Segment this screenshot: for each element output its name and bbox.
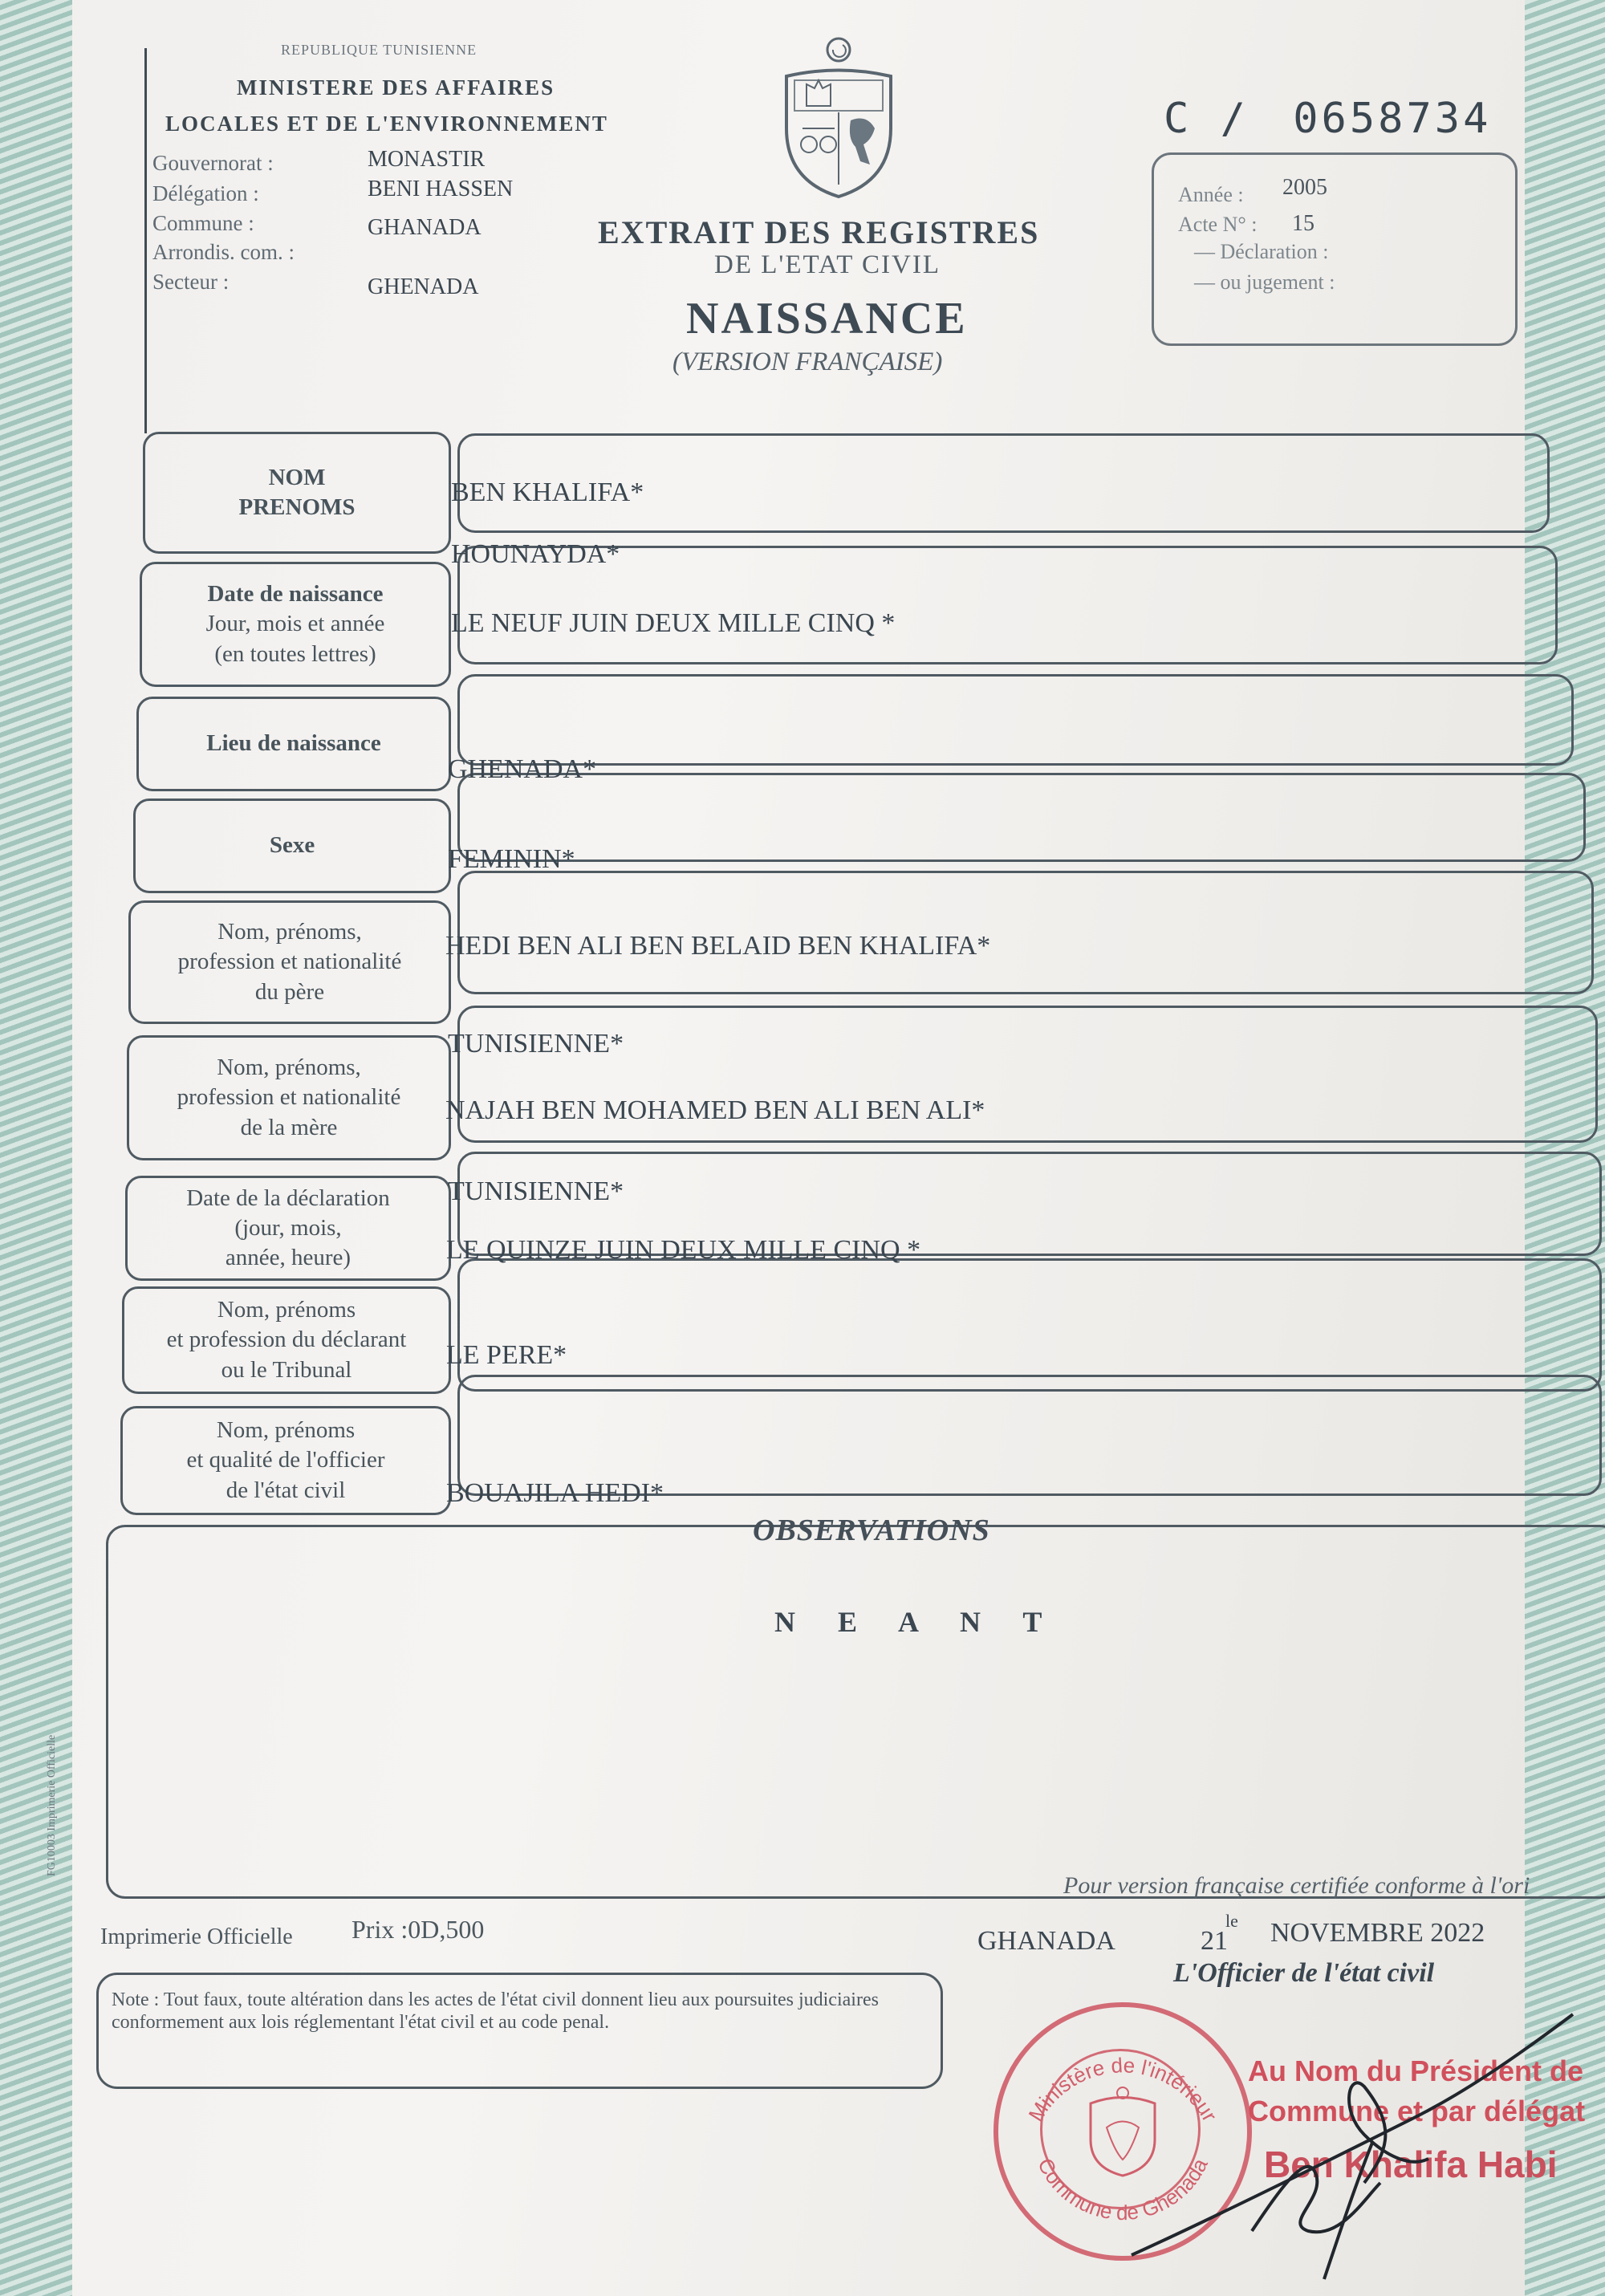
ministry-line1: MINISTERE DES AFFAIRES bbox=[237, 75, 555, 100]
acte-number-value: 15 bbox=[1292, 211, 1314, 236]
value-pere: HEDI BEN ALI BEN BELAID BEN KHALIFA* bbox=[445, 931, 991, 961]
title-etat-civil: DE L'ETAT CIVIL bbox=[714, 250, 941, 279]
serial-number bbox=[1164, 95, 1491, 143]
label-pere-3: du père bbox=[254, 978, 325, 1005]
location-label: Secteur : bbox=[152, 270, 230, 294]
row-box-sexe bbox=[457, 773, 1586, 862]
label-officier-3: de l'état civil bbox=[226, 1477, 346, 1503]
value-prenom: HOUNAYDA* bbox=[451, 539, 620, 569]
label-box-declaration bbox=[125, 1176, 451, 1281]
date-day-suffix: le bbox=[1225, 1911, 1238, 1931]
label-date-naissance-sub1: Jour, mois et année bbox=[205, 611, 385, 637]
officer-title: L'Officier de l'état civil bbox=[1173, 1958, 1435, 1988]
value-officier: BOUAJILA HEDI* bbox=[446, 1478, 664, 1508]
legal-note bbox=[96, 1973, 943, 2089]
annee-label: Année : bbox=[1178, 183, 1244, 206]
observations-box bbox=[106, 1525, 1605, 1899]
signature-line3: Ben Khalifa Habi bbox=[1264, 2144, 1558, 2185]
tunisia-coat-of-arms bbox=[770, 32, 907, 201]
label-box-date-naissance bbox=[140, 562, 451, 687]
svg-text:Ministère de l'intérieur: Ministère de l'intérieur bbox=[1023, 2053, 1222, 2126]
row-box-declarant bbox=[457, 1258, 1602, 1392]
label-date-naissance-sub2: (en toutes lettres) bbox=[214, 640, 376, 667]
label-box-mere bbox=[127, 1035, 451, 1160]
label-box-pere bbox=[128, 900, 451, 1024]
label-sexe: Sexe bbox=[269, 832, 315, 859]
legal-note-text: Note : Tout faux, toute altération dans les actes de l'état civil donnent lieu aux poursuites judiciaires conformement aux lois réglementant l'état civil et au code penal. bbox=[112, 1989, 879, 2033]
location-label: Gouvernorat : bbox=[152, 151, 274, 175]
label-officier-2: et qualité de l'officier bbox=[186, 1447, 385, 1473]
value-mere-nationalite: TUNISIENNE* bbox=[448, 1176, 624, 1206]
side-print bbox=[46, 1668, 59, 1876]
printer-label: Imprimerie Officielle bbox=[100, 1924, 293, 1949]
handwritten-signature bbox=[1124, 1990, 1605, 2296]
location-label: Commune : bbox=[152, 211, 254, 235]
declaration-label: — Déclaration : bbox=[1194, 240, 1329, 263]
ministry-line2: LOCALES ET DE L'ENVIRONNEMENT bbox=[165, 112, 608, 136]
title-extrait: EXTRAIT DES REGISTRES bbox=[598, 214, 1040, 250]
label-box-sexe bbox=[133, 799, 451, 893]
guilloche-border-right bbox=[1525, 0, 1605, 2296]
label-officier-1: Nom, prénoms bbox=[216, 1417, 356, 1444]
jugement-label: — ou jugement : bbox=[1194, 270, 1335, 294]
label-box-declarant bbox=[122, 1286, 451, 1394]
value-date-declaration: LE QUINZE JUIN DEUX MILLE CINQ * bbox=[446, 1235, 921, 1265]
observations-value: N E A N T bbox=[774, 1606, 1060, 1638]
value-sexe: FEMININ* bbox=[448, 844, 575, 874]
location-label: Délégation : bbox=[152, 181, 259, 205]
label-pere-2: profession et nationalité bbox=[177, 949, 402, 975]
label-pere-1: Nom, prénoms, bbox=[217, 919, 362, 945]
label-mere-2: profession et nationalité bbox=[177, 1084, 401, 1111]
guilloche-border-left bbox=[0, 0, 72, 2296]
price-label: Prix :0D,500 bbox=[351, 1915, 485, 1944]
label-nom: NOM bbox=[268, 464, 326, 490]
label-lieu: Lieu de naissance bbox=[206, 730, 381, 757]
label-mere-3: de la mère bbox=[240, 1114, 338, 1140]
label-box-lieu bbox=[136, 697, 451, 791]
value-nom: BEN KHALIFA* bbox=[451, 477, 644, 507]
title-naissance: NAISSANCE bbox=[686, 294, 968, 343]
label-declaration-2: (jour, mois, bbox=[234, 1214, 342, 1241]
value-pere-nationalite: TUNISIENNE* bbox=[448, 1029, 624, 1059]
value-mere: NAJAH BEN MOHAMED BEN ALI BEN ALI* bbox=[445, 1095, 985, 1125]
acte-number-label: Acte N° : bbox=[1178, 213, 1258, 236]
serial-prefix: C / bbox=[1164, 95, 1249, 143]
label-date-naissance: Date de naissance bbox=[207, 581, 384, 608]
annee-value: 2005 bbox=[1282, 175, 1327, 200]
title-version: (VERSION FRANÇAISE) bbox=[672, 347, 943, 376]
acte-info-box bbox=[1152, 152, 1518, 346]
label-box-nom bbox=[143, 432, 451, 554]
value-lieu: GHENADA* bbox=[448, 754, 597, 784]
value-declarant: LE PERE* bbox=[446, 1340, 567, 1370]
location-value: BENI HASSEN bbox=[368, 177, 514, 201]
row-box-lieu bbox=[457, 674, 1574, 766]
location-value: MONASTIR bbox=[368, 147, 486, 172]
location-value: GHANADA bbox=[368, 215, 482, 240]
label-box-officier bbox=[120, 1406, 451, 1515]
republic-label: REPUBLIQUE TUNISIENNE bbox=[281, 42, 477, 58]
date-month-year: NOVEMBRE 2022 bbox=[1270, 1918, 1485, 1948]
label-declarant-3: ou le Tribunal bbox=[221, 1356, 352, 1383]
label-prenoms: PRENOMS bbox=[238, 494, 356, 520]
value-date-naissance: LE NEUF JUIN DEUX MILLE CINQ * bbox=[451, 608, 896, 638]
observations-title: OBSERVATIONS bbox=[753, 1514, 990, 1547]
label-declaration-3: année, heure) bbox=[225, 1245, 351, 1271]
place-label: GHANADA bbox=[977, 1926, 1115, 1956]
signature-line1: Au Nom du Président de bbox=[1248, 2054, 1584, 2087]
row-box-date-naissance bbox=[457, 546, 1558, 664]
location-value: GHENADA bbox=[368, 274, 479, 299]
label-declaration-1: Date de la déclaration bbox=[186, 1185, 390, 1211]
label-declarant-2: et profession du déclarant bbox=[166, 1327, 407, 1353]
header-rule bbox=[144, 48, 147, 433]
side-print-text: FG10003 Imprimerie Officielle bbox=[46, 1734, 58, 1876]
location-label: Arrondis. com. : bbox=[152, 240, 295, 264]
signature-line2: Commune et par délégat bbox=[1248, 2095, 1586, 2127]
serial-value: 0658734 bbox=[1293, 95, 1492, 143]
date-day: 21 bbox=[1201, 1926, 1228, 1956]
label-declarant-1: Nom, prénoms bbox=[217, 1297, 356, 1323]
certified-line: Pour version française certifiée conforme à l'ori bbox=[1063, 1872, 1530, 1899]
svg-text:Commune de Ghenada: Commune de Ghenada bbox=[1033, 2154, 1213, 2225]
label-mere-1: Nom, prénoms, bbox=[217, 1055, 361, 1081]
